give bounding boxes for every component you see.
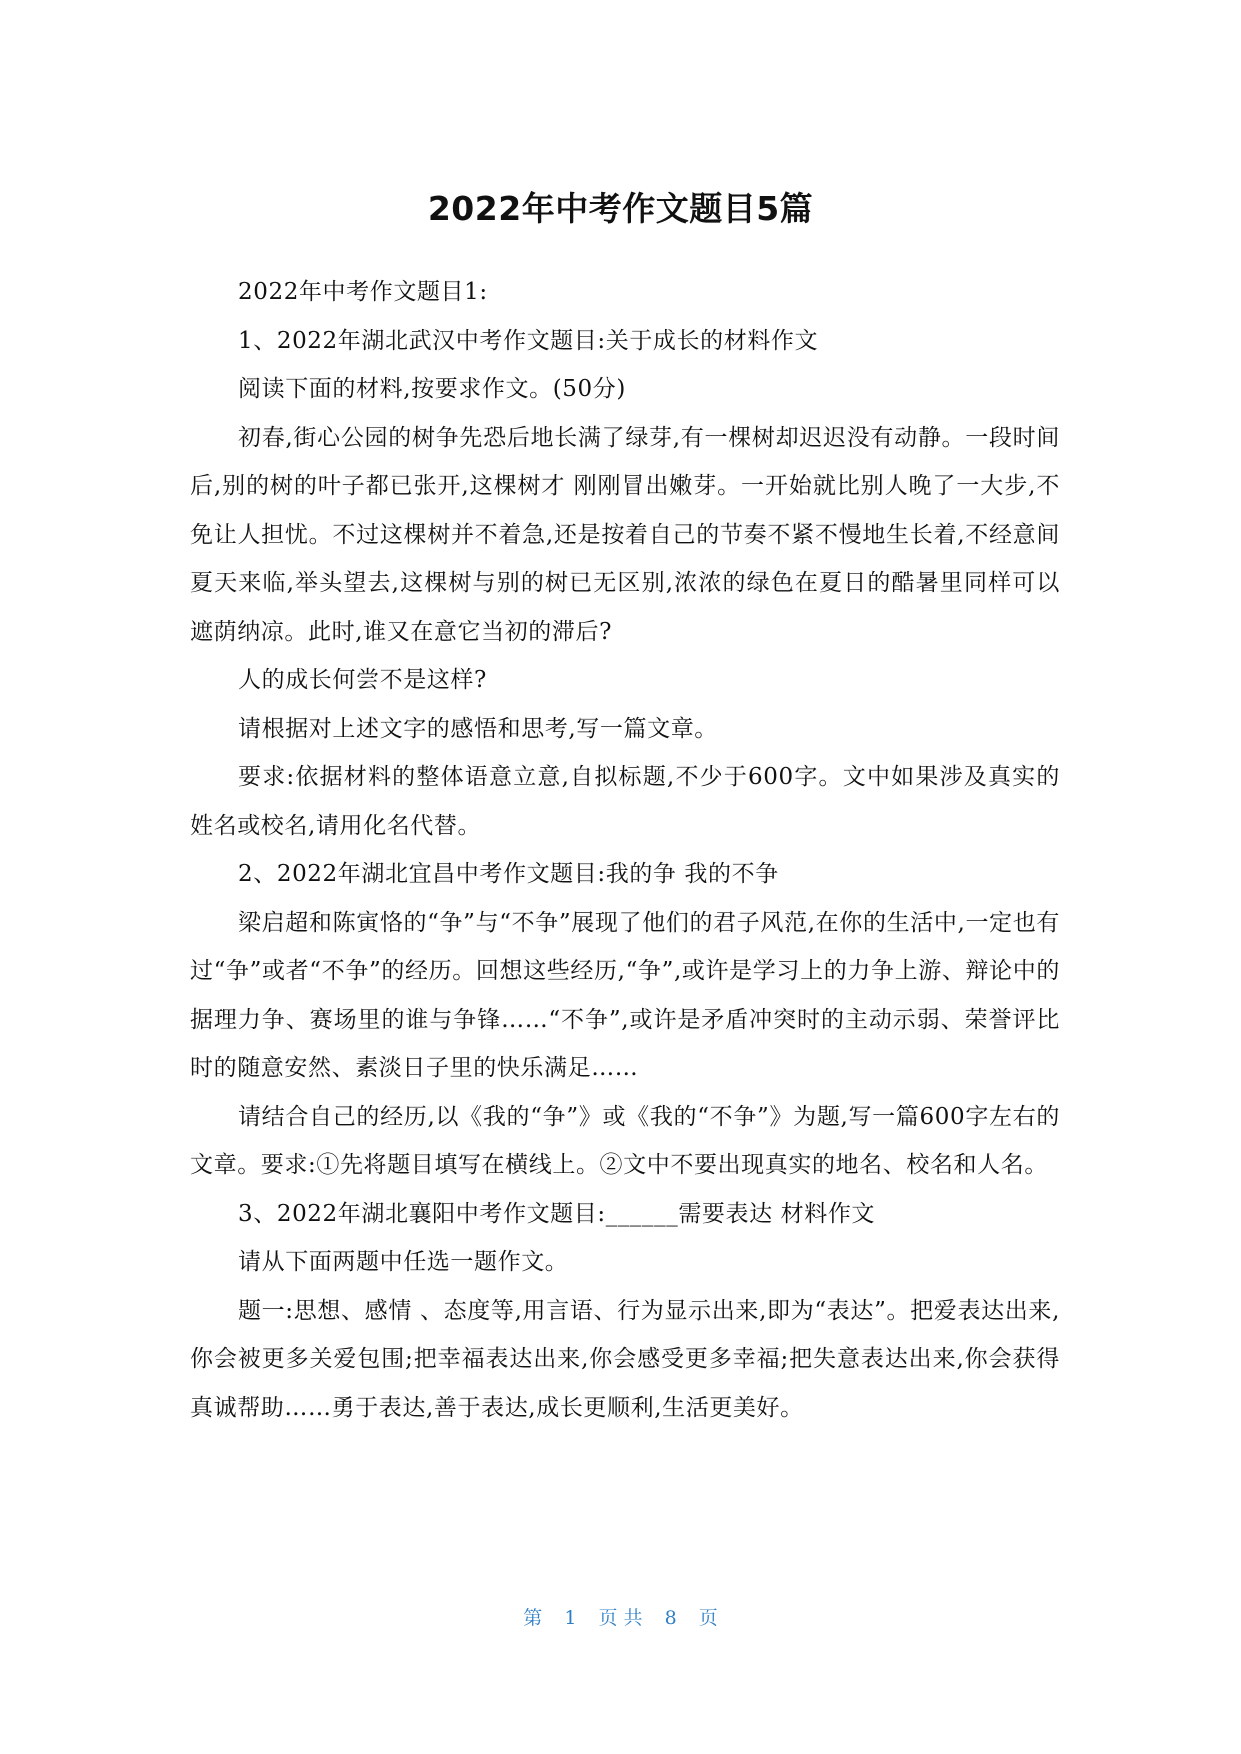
paragraph: 1、2022年湖北武汉中考作文题目:关于成长的材料作文 <box>238 327 819 354</box>
paragraph: 2、2022年湖北宜昌中考作文题目:我的争 我的不争 <box>238 861 779 887</box>
document-title: 2022年中考作文题目5篇 <box>427 189 814 228</box>
paragraph: 3、2022年湖北襄阳中考作文题目:______需要表达 材料作文 <box>238 1200 876 1227</box>
page-footer <box>0 1604 1241 1632</box>
paragraph: 请根据对上述文字的感悟和思考,写一篇文章。 <box>238 715 718 742</box>
footer-total-pages: 8 <box>664 1607 677 1629</box>
paragraph: 梁启超和陈寅恪的“争”与“不争”展现了他们的君子风范,在你的生活中,一定也有过“争”或者“不争”的经历。回想这些经历,“争”,或许是学习上的力争上游、辩论中的据理力争、赛场里的谁与争锋……“不争”,或许是矛盾冲突时的主动示弱、荣誉评比时的随意安然、素淡日子里的快乐满足…… <box>190 909 1060 1081</box>
footer-current-page: 1 <box>564 1607 577 1629</box>
footer-page-label: 第 <box>523 1607 543 1629</box>
paragraph: 2022年中考作文题目1: <box>238 279 488 305</box>
footer-of-label: 页 共 <box>598 1607 643 1629</box>
paragraph: 请结合自己的经历,以《我的“争”》或《我的“不争”》为题,写一篇600字左右的文章。要求:①先将题目填写在横线上。②文中不要出现真实的地名、校名和人名。 <box>190 1103 1060 1178</box>
paragraph: 请从下面两题中任选一题作文。 <box>238 1249 569 1275</box>
paragraph: 要求:依据材料的整体语意立意,自拟标题,不少于600字。文中如果涉及真实的姓名或校名,请用化名代替。 <box>190 764 1060 839</box>
paragraph: 题一:思想、感情 、态度等,用言语、行为显示出来,即为“表达”。把爱表达出来,你会被更多关爱包围;把幸福表达出来,你会感受更多幸福;把失意表达出来,你会获得真诚帮助……勇于表达,善于表达,成长更顺利,生活更美好。 <box>190 1297 1060 1421</box>
paragraph: 初春,街心公园的树争先恐后地长满了绿芽,有一棵树却迟迟没有动静。一段时间后,别的树的叶子都已张开,这棵树才 刚刚冒出嫩芽。一开始就比别人晚了一大步,不免让人担忧。不过这棵树并不着急,还是按着自己的节奏不紧不慢地生长着,不经意间夏天来临,举头望去,这棵树与别的树已无区别,浓浓的绿色在夏日的酷暑里同样可以遮荫纳凉。此时,谁又在意它当初的滞后? <box>190 424 1060 645</box>
paragraph: 阅读下面的材料,按要求作文。(50分) <box>238 376 626 402</box>
paragraph: 人的成长何尝不是这样? <box>238 667 487 693</box>
document-body <box>190 268 1060 1432</box>
footer-pages-label: 页 <box>698 1607 718 1629</box>
